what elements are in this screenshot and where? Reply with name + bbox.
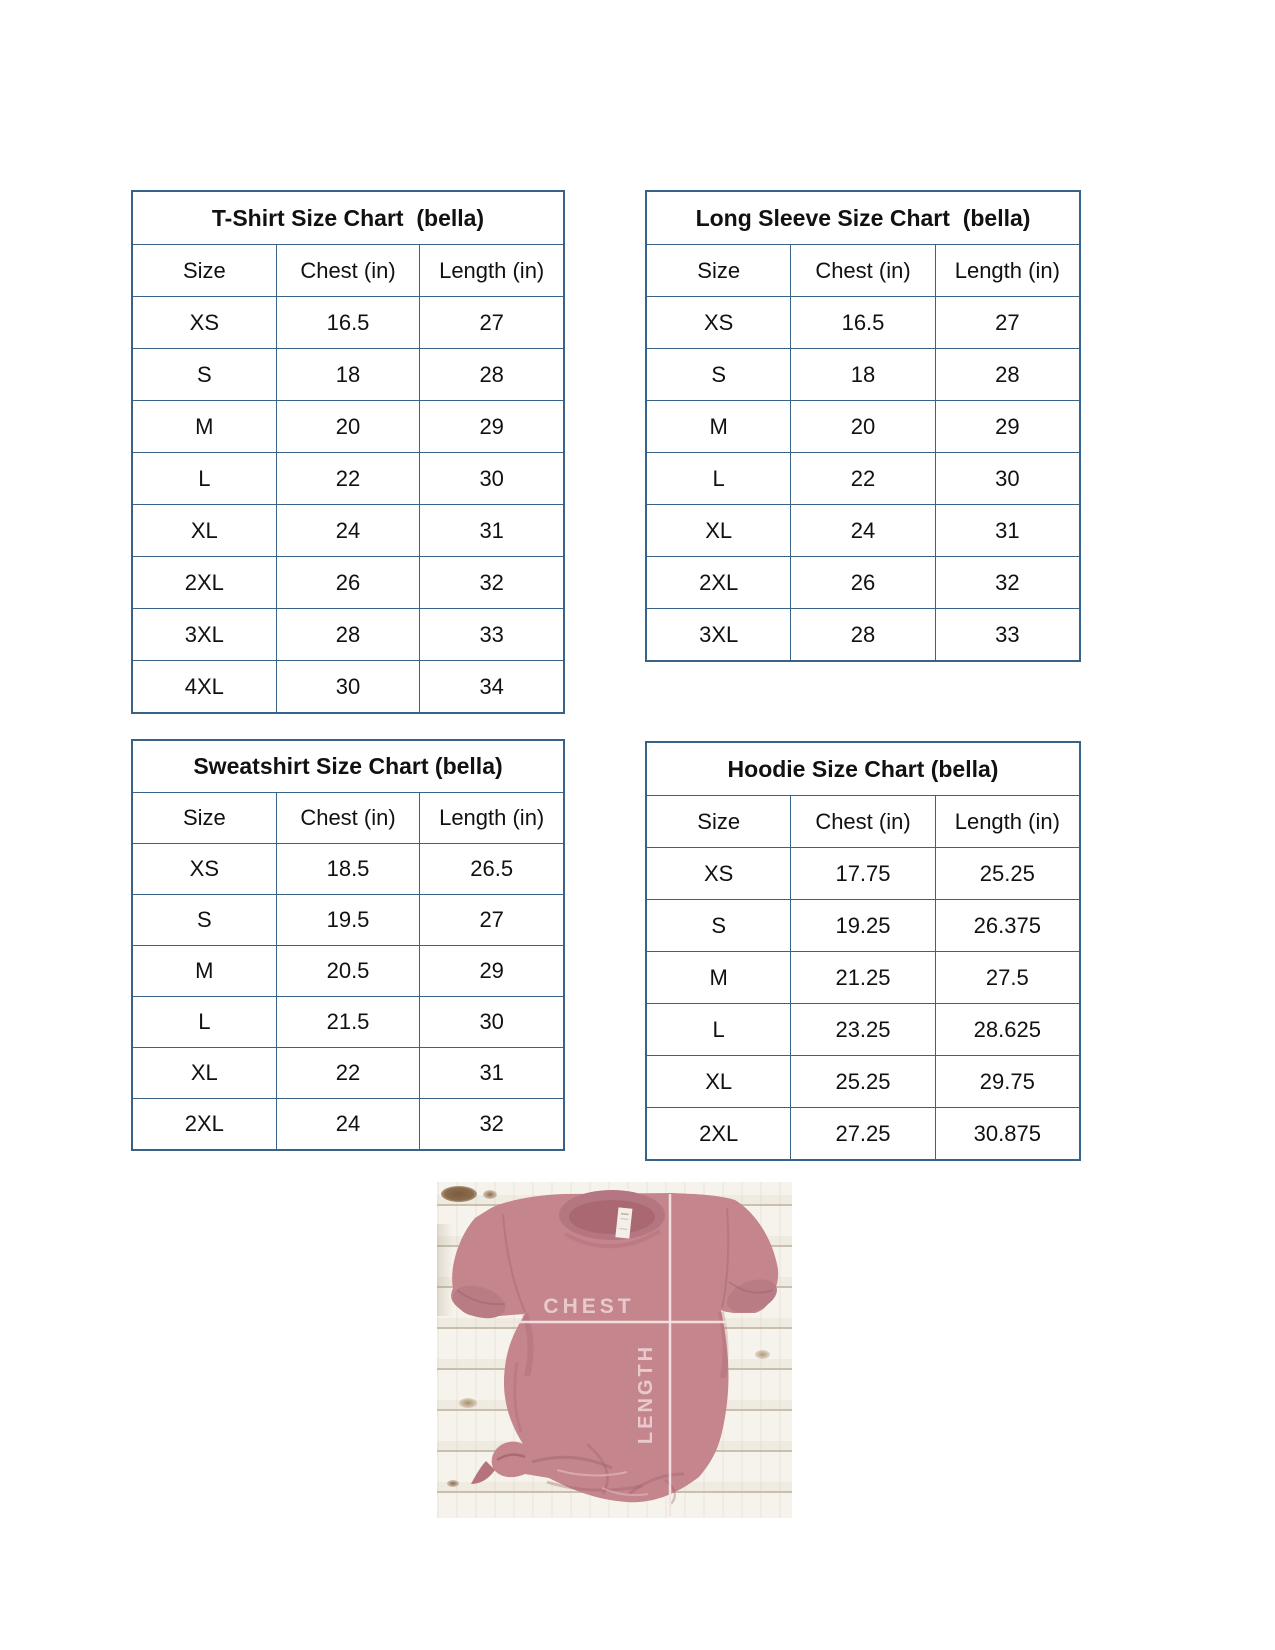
size-cell: M (195, 413, 214, 439)
length-cell: 28 (935, 349, 1079, 400)
chest-cell: 26 (276, 557, 420, 608)
table-row (647, 1003, 1079, 1055)
size-cell: XS (703, 860, 734, 886)
length-cell: 29 (935, 401, 1079, 452)
chest-cell: 23.25 (790, 1004, 934, 1055)
column-header: Length (in) (935, 245, 1079, 296)
length-cell: 33 (935, 609, 1079, 660)
chest-cell: 24 (276, 505, 420, 556)
table-row (647, 951, 1079, 1003)
size-cell: 3XL (699, 621, 739, 647)
size-table-hoodie (645, 741, 1081, 1161)
table-title: T-Shirt Size Chart (bella) (211, 204, 485, 231)
table-row (133, 660, 563, 712)
length-cell: 34 (419, 661, 563, 712)
size-cell: S (711, 361, 726, 387)
size-cell: 2XL (699, 569, 739, 595)
size-cell: M (709, 964, 728, 990)
table-title: Hoodie Size Chart (bella) (727, 755, 999, 782)
knot-tail (471, 1461, 495, 1484)
size-cell: XL (705, 517, 733, 543)
table-row (647, 899, 1079, 951)
chest-cell: 26 (790, 557, 934, 608)
table-row (647, 348, 1079, 400)
size-cell: L (712, 465, 725, 491)
length-cell: 27 (419, 895, 563, 945)
column-header: Length (in) (935, 796, 1079, 847)
size-cell: S (711, 912, 726, 938)
chest-cell: 24 (790, 505, 934, 556)
length-cell: 25.25 (935, 848, 1079, 899)
column-header: Length (in) (419, 245, 563, 296)
chest-cell: 17.75 (790, 848, 934, 899)
length-cell: 27 (935, 297, 1079, 348)
chest-cell: 21.25 (790, 952, 934, 1003)
table-row (133, 1047, 563, 1098)
length-cell: 33 (419, 609, 563, 660)
size-cell: S (196, 361, 212, 387)
chest-cell: 22 (790, 453, 934, 504)
chest-cell: 28 (276, 609, 420, 660)
table-row (133, 296, 563, 348)
collar-inside (569, 1200, 655, 1234)
chest-cell: 24 (276, 1099, 420, 1149)
table-row (133, 608, 563, 660)
chest-cell: 19.25 (790, 900, 934, 951)
chest-cell: 20 (790, 401, 934, 452)
length-cell: 31 (935, 505, 1079, 556)
size-guide-photo (437, 1182, 792, 1518)
chest-cell: 28 (790, 609, 934, 660)
size-table-sweatshirt (131, 739, 565, 1151)
size-cell: XL (190, 1060, 218, 1085)
table-row (647, 400, 1079, 452)
size-cell: S (196, 907, 212, 932)
table-row (133, 894, 563, 945)
size-cell: L (198, 465, 211, 491)
column-header: Chest (in) (276, 245, 420, 296)
column-header: Chest (in) (790, 796, 934, 847)
length-cell: 29.75 (935, 1056, 1079, 1107)
size-cell: 2XL (184, 569, 224, 595)
length-cell: 27 (419, 297, 563, 348)
column-header: Size (697, 808, 741, 834)
length-cell: 30.875 (935, 1108, 1079, 1159)
table-header-row (647, 795, 1079, 847)
table-header-row (133, 792, 563, 843)
table-row (133, 452, 563, 504)
chest-cell: 25.25 (790, 1056, 934, 1107)
length-cell: 31 (419, 505, 563, 556)
chest-cell: 18.5 (276, 844, 420, 894)
length-cell: 30 (419, 997, 563, 1047)
table-row (647, 504, 1079, 556)
size-cell: 2XL (699, 1120, 739, 1146)
chest-cell: 18 (790, 349, 934, 400)
length-cell: 32 (419, 557, 563, 608)
size-cell: XS (189, 856, 220, 881)
table-row (133, 556, 563, 608)
table-row (647, 847, 1079, 899)
table-row (133, 945, 563, 996)
table-row (647, 556, 1079, 608)
size-cell: XL (705, 1068, 733, 1094)
length-cell: 28 (419, 349, 563, 400)
size-cell: XL (190, 517, 218, 543)
length-cell: 31 (419, 1048, 563, 1098)
length-cell: 26.5 (419, 844, 563, 894)
length-cell: 26.375 (935, 900, 1079, 951)
size-cell: XS (703, 309, 734, 335)
size-cell: L (198, 1009, 211, 1034)
table-row (647, 1107, 1079, 1159)
chest-cell: 22 (276, 1048, 420, 1098)
table-row (647, 608, 1079, 660)
length-cell: 30 (935, 453, 1079, 504)
chest-cell: 27.25 (790, 1108, 934, 1159)
table-title: Long Sleeve Size Chart (bella) (695, 204, 1031, 231)
column-header: Size (182, 257, 226, 283)
size-cell: M (195, 958, 214, 983)
chest-cell: 20.5 (276, 946, 420, 996)
length-cell: 28.625 (935, 1004, 1079, 1055)
table-row (133, 1098, 563, 1149)
table-title: Sweatshirt Size Chart (bella) (193, 753, 503, 779)
length-cell: 30 (419, 453, 563, 504)
size-cell: 2XL (184, 1111, 224, 1136)
size-table-longsleeve (645, 190, 1081, 662)
size-cell: 4XL (184, 673, 224, 699)
table-row (133, 843, 563, 894)
column-header: Length (in) (419, 793, 563, 843)
tshirt-illustration (437, 1182, 792, 1518)
column-header: Size (697, 257, 741, 283)
chest-cell: 22 (276, 453, 420, 504)
length-cell: 29 (419, 946, 563, 996)
table-row (133, 348, 563, 400)
table-header-row (647, 244, 1079, 296)
length-label: LENGTH (635, 1343, 657, 1445)
length-cell: 27.5 (935, 952, 1079, 1003)
size-table-tshirt (131, 190, 565, 714)
column-header: Size (182, 805, 226, 830)
size-cell: L (712, 1016, 725, 1042)
table-row (647, 1055, 1079, 1107)
length-cell: 29 (419, 401, 563, 452)
size-cell: XS (189, 309, 220, 335)
table-row (133, 504, 563, 556)
chest-cell: 18 (276, 349, 420, 400)
table-row (133, 996, 563, 1047)
table-row (647, 296, 1079, 348)
chest-label: CHEST (543, 1295, 635, 1318)
table-row (647, 452, 1079, 504)
size-cell: 3XL (184, 621, 224, 647)
chest-cell: 20 (276, 401, 420, 452)
size-cell: M (709, 413, 728, 439)
chest-cell: 16.5 (790, 297, 934, 348)
chest-cell: 19.5 (276, 895, 420, 945)
column-header: Chest (in) (790, 245, 934, 296)
chest-cell: 16.5 (276, 297, 420, 348)
table-row (133, 400, 563, 452)
column-header: Chest (in) (276, 793, 420, 843)
length-cell: 32 (935, 557, 1079, 608)
chest-cell: 21.5 (276, 997, 420, 1047)
table-header-row (133, 244, 563, 296)
chest-cell: 30 (276, 661, 420, 712)
length-cell: 32 (419, 1099, 563, 1149)
